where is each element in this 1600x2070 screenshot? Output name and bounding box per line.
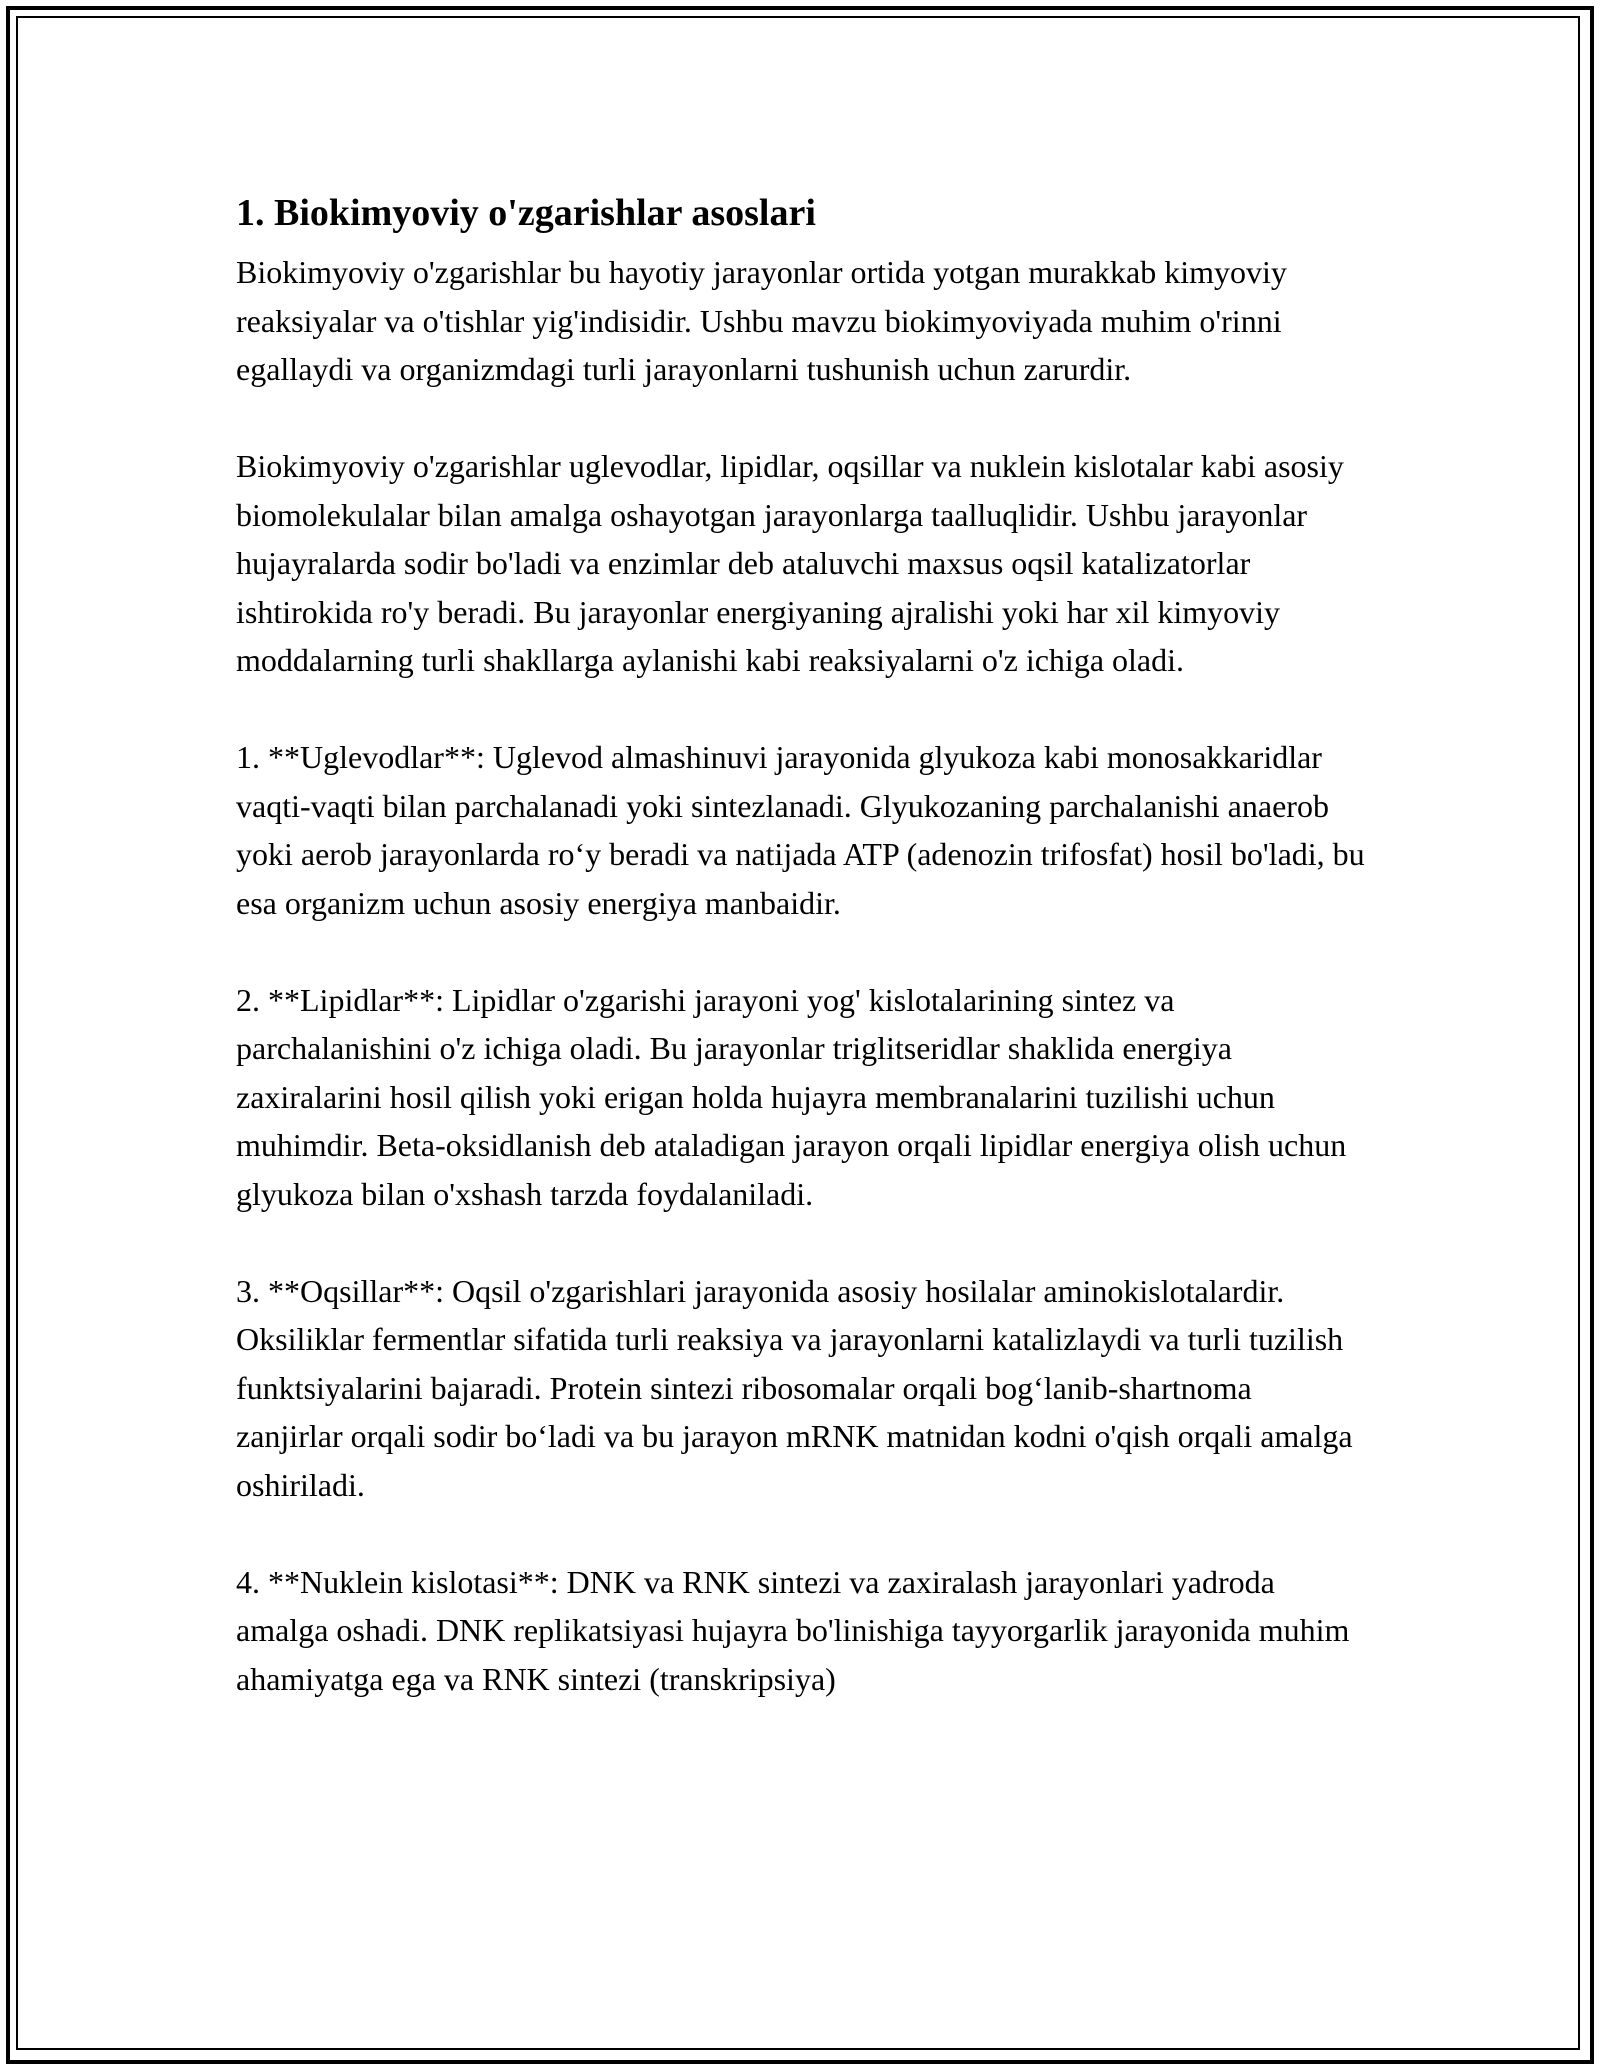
section-heading: 1. Biokimyoviy o'zgarishlar asoslari xyxy=(236,192,816,234)
paragraph-intro: Biokimyoviy o'zgarishlar bu hayotiy jarayonlar ortida yotgan murakkab kimyoviy reaksiyalar va o'tishlar yig'indisidir. Ushbu mavzu biokimyoviyada muhim o'rinni egallaydi va organizmdagi turli jarayonlarni tushunish uchun zarurdir. xyxy=(236,254,1287,387)
paragraph-nucleic-acids: 4. **Nuklein kislotasi**: DNK va RNK sintezi va zaxiralash jarayonlari yadroda amalga oshadi. DNK replikatsiyasi hujayra bo'linishiga tayyorgarlik jarayonida muhim ahamiyatga ega va RNK sintezi (transkripsiya) xyxy=(236,1563,1350,1697)
document-body xyxy=(236,186,1366,1752)
paragraph-proteins: 3. **Oqsillar**: Oqsil o'zgarishlari jarayonida asosiy hosilalar aminokislotalardir. Oksiliklar fermentlar sifatida turli reaksiya va jarayonlarni katalizlaydi va turli tuzilish funktsiyalarini bajaradi. Protein sintezi ribosomalar orqali bog‘lanib-shartnoma zanjirlar orqali sodir bo‘ladi va bu jarayon mRNK matnidan kodni o'qish orqali amalga oshiriladi. xyxy=(236,1272,1353,1503)
paragraph-overview: Biokimyoviy o'zgarishlar uglevodlar, lipidlar, oqsillar va nuklein kislotalar kabi asosiy biomolekulalar bilan amalga oshayotgan jarayonlarga taalluqlidir. Ushbu jarayonlar hujayralarda sodir bo'ladi va enzimlar deb ataluvchi maxsus oqsil katalizatorlar ishtirokida ro'y beradi. Bu jarayonlar energiyaning ajralishi yoki har xil kimyoviy moddalarning turli shakllarga aylanishi kabi reaksiyalarni o'z ichiga oladi. xyxy=(236,448,1344,678)
paragraph-carbohydrates: 1. **Uglevodlar**: Uglevod almashinuvi jarayonida glyukoza kabi monosakkaridlar vaqti-vaqti bilan parchalanadi yoki sintezlanadi. Glyukozaning parchalanishi anaerob yoki aerob jarayonlarda ro‘y beradi va natijada ATP (adenozin trifosfat) hosil bo'ladi, bu esa organizm uchun asosiy energiya manbaidir. xyxy=(236,739,1365,921)
paragraph-lipids: 2. **Lipidlar**: Lipidlar o'zgarishi jarayoni yog' kislotalarining sintez va parchalanishini o'z ichiga oladi. Bu jarayonlar triglitseridlar shaklida energiya zaxiralarini hosil qilish yoki erigan holda hujayra membranalarini tuzilishi uchun muhimdir. Beta-oksidlanish deb ataladigan jarayon orqali lipidlar energiya olish uchun glyukoza bilan o'xshash tarzda foydalaniladi. xyxy=(236,981,1347,1212)
